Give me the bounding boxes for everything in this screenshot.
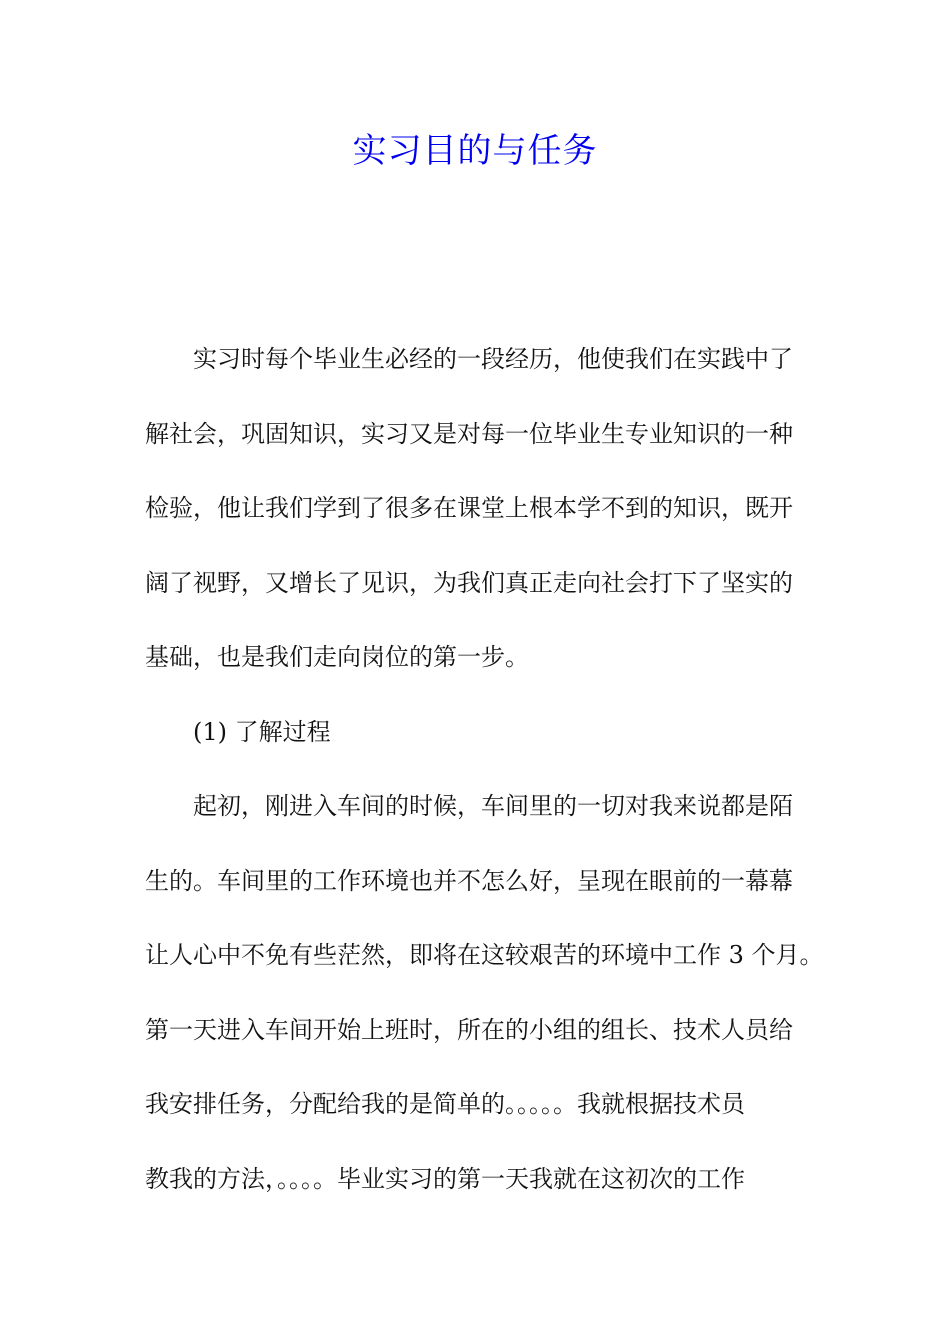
paragraph-line: 阔了视野，又增长了见识，为我们真正走向社会打下了坚实的 bbox=[145, 569, 793, 597]
paragraph-line: 我安排任务，分配给我的是简单的。。。。。我就根据技术员 bbox=[145, 1090, 745, 1118]
paragraph-line: 检验，他让我们学到了很多在课堂上根本学不到的知识，既开 bbox=[145, 494, 793, 522]
document-title: 实习目的与任务 bbox=[352, 131, 598, 171]
paragraph-line: 起初，刚进入车间的时候，车间里的一切对我来说都是陌 bbox=[193, 792, 793, 820]
section-heading: (1) 了解过程 bbox=[193, 718, 331, 746]
paragraph-line: 让人心中不免有些茫然，即将在这较艰苦的环境中工作 3 个月。 bbox=[145, 941, 824, 969]
paragraph-line: 第一天进入车间开始上班时，所在的小组的组长、技术人员给 bbox=[145, 1016, 793, 1044]
paragraph-line: 教我的方法，。。。。毕业实习的第一天我就在这初次的工作 bbox=[145, 1165, 745, 1193]
paragraph-line: 实习时每个毕业生必经的一段经历，他使我们在实践中了 bbox=[193, 345, 793, 373]
paragraph-line: 基础，也是我们走向岗位的第一步。 bbox=[145, 643, 529, 671]
paragraph-line: 解社会，巩固知识，实习又是对每一位毕业生专业知识的一种 bbox=[145, 420, 793, 448]
paragraph-line: 生的。车间里的工作环境也并不怎么好，呈现在眼前的一幕幕 bbox=[145, 867, 793, 895]
